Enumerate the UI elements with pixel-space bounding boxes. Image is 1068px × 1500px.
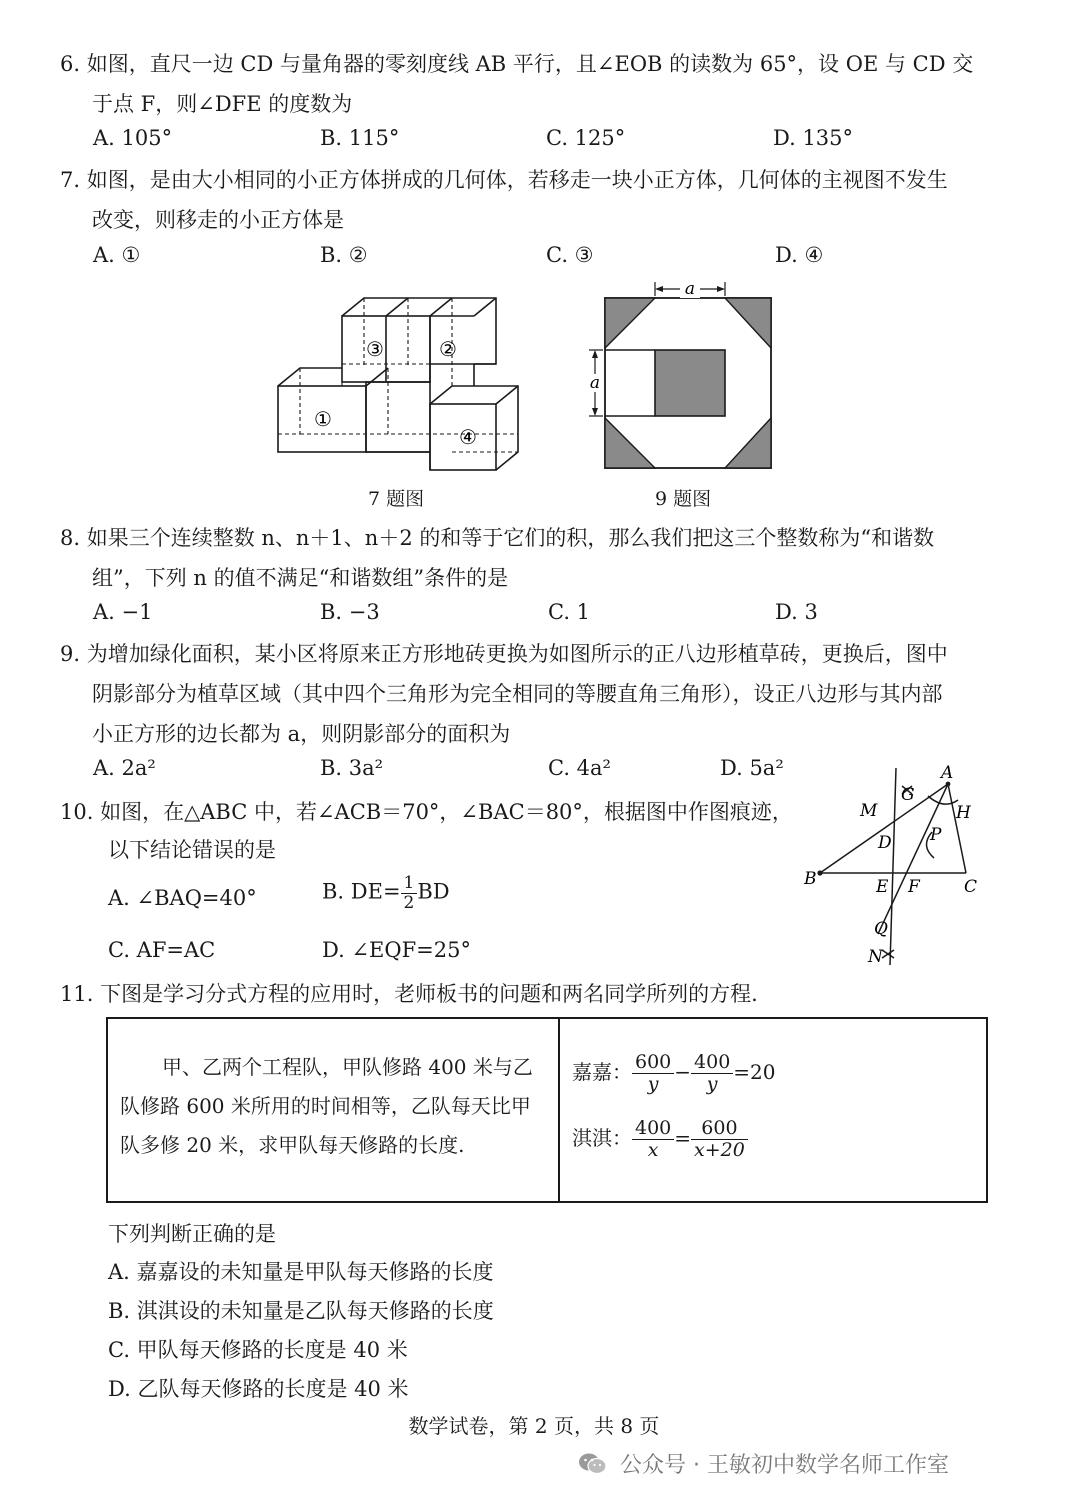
label-P: P [930, 825, 942, 845]
label-F: F [908, 877, 920, 897]
q9-line2: 阴影部分为植草区域（其中四个三角形为完全相同的等腰直角三角形），设正八边形与其内部 [92, 682, 943, 706]
cube-label-2: ② [439, 337, 457, 361]
q11-problem: 甲、乙两个工程队，甲队修路 400 米与乙队修路 600 米所用的时间相等，乙队每天比甲队多修 20 米，求甲队每天修路的长度. [120, 1055, 533, 1157]
q9-line1: 9. 为增加绿化面积，某小区将原来正方形地砖更换为如图所示的正八边形植草砖，更换后，图中 [60, 642, 948, 666]
q7-option-d: D. ④ [775, 243, 824, 267]
q9-option-d: D. 5a² [720, 756, 784, 780]
label-G: G [901, 785, 915, 805]
label-M: M [860, 801, 878, 821]
jiajia-rhs: =20 [733, 1059, 776, 1084]
q8-line2: 组”，下列 n 的值不满足“和谐数组”条件的是 [92, 566, 509, 590]
q6-option-c: C. 125° [546, 126, 626, 150]
q10-option-b [322, 874, 450, 912]
q10-line2: 以下结论错误的是 [108, 838, 276, 862]
jiajia-d2: y [706, 1072, 718, 1095]
label-H: H [956, 803, 971, 823]
qiqi-d2: x+20 [694, 1138, 745, 1161]
q11-question: 下列判断正确的是 [108, 1222, 276, 1246]
q7-option-c: C. ③ [546, 243, 594, 267]
label-E: E [876, 877, 889, 897]
figure-7-caption: 7 题图 [368, 488, 425, 510]
watermark [578, 1448, 949, 1479]
q10-fraction [401, 874, 418, 912]
q6-line1: 6. 如图，直尺一边 CD 与量角器的零刻度线 AB 平行，且∠EOB 的读数为 65°，设 OE 与 CD 交 [60, 52, 974, 76]
jiajia-n2: 400 [691, 1052, 733, 1074]
q9-option-a: A. 2a² [93, 756, 156, 780]
figure-9-caption: 9 题图 [655, 488, 712, 510]
q11-option-d: D. 乙队每天修路的长度是 40 米 [108, 1377, 409, 1401]
q11-option-b: B. 淇淇设的未知量是乙队每天修路的长度 [108, 1299, 494, 1323]
q11-jiajia-equation [572, 1052, 776, 1095]
label-Q: Q [874, 919, 888, 939]
cube-label-1: ① [314, 407, 332, 431]
q6-line2: 于点 F，则∠DFE 的度数为 [92, 92, 353, 116]
q10-option-c: C. AF=AC [108, 938, 216, 962]
q6-option-a: A. 105° [93, 126, 173, 150]
q10-option-b-suffix: BD [417, 879, 450, 904]
fig9-left-a: a [589, 373, 601, 393]
jiajia-d1: y [647, 1072, 659, 1095]
qiqi-n1: 400 [632, 1118, 674, 1140]
jiajia-frac-2 [691, 1052, 733, 1095]
q7-line2: 改变，则移走的小正方体是 [92, 208, 344, 232]
qiqi-d1: x [647, 1138, 659, 1161]
page-footer: 数学试卷，第 2 页，共 8 页 [408, 1414, 660, 1438]
jiajia-name: 嘉嘉： [572, 1059, 632, 1084]
q11-board-divider [558, 1017, 560, 1203]
q8-option-d: D. 3 [775, 600, 818, 624]
q11-option-c: C. 甲队每天修路的长度是 40 米 [108, 1338, 408, 1362]
q11-problem-text [120, 1048, 545, 1165]
figure-10-triangle [798, 760, 998, 972]
q7-option-b: B. ② [320, 243, 368, 267]
q10-fraction-num: 1 [401, 874, 418, 894]
q10-option-d: D. ∠EQF=25° [322, 938, 471, 962]
cube-label-4: ④ [459, 425, 477, 449]
q9-option-b: B. 3a² [320, 756, 384, 780]
jiajia-n1: 600 [632, 1052, 674, 1074]
q8-option-c: C. 1 [548, 600, 591, 624]
qiqi-frac-2 [691, 1118, 748, 1161]
q10-option-b-prefix: B. DE= [322, 879, 401, 904]
q9-line3: 小正方形的边长都为 a，则阴影部分的面积为 [92, 722, 511, 746]
figure-9-octagon [583, 278, 775, 473]
q8-line1: 8. 如果三个连续整数 n、n＋1、n＋2 的和等于它们的积，那么我们把这三个整数称为“和谐数 [60, 526, 935, 550]
qiqi-n2: 600 [691, 1118, 748, 1140]
q10-fraction-den: 2 [403, 892, 415, 913]
q6-option-b: B. 115° [320, 126, 400, 150]
q11-intro: 11. 下图是学习分式方程的应用时，老师板书的问题和两名同学所列的方程. [60, 982, 758, 1006]
watermark-text: 公众号 · 王敏初中数学名师工作室 [620, 1453, 949, 1478]
label-D: D [878, 833, 892, 853]
q11-qiqi-equation [572, 1118, 748, 1161]
q10-line1: 10. 如图，在△ABC 中，若∠ACB＝70°，∠BAC＝80°，根据图中作图痕迹， [60, 800, 793, 824]
q8-option-a: A. −1 [93, 600, 153, 624]
q7-option-a: A. ① [93, 243, 141, 267]
qiqi-op: = [674, 1125, 692, 1150]
cube-label-3: ③ [366, 337, 384, 361]
q7-line1: 7. 如图，是由大小相同的小正方体拼成的几何体，若移走一块小正方体，几何体的主视图不发生 [60, 168, 948, 192]
q11-option-a: A. 嘉嘉设的未知量是甲队每天修路的长度 [108, 1260, 494, 1284]
q6-option-d: D. 135° [773, 126, 854, 150]
q10-option-a: A. ∠BAQ=40° [108, 886, 257, 910]
fig9-top-a: a [684, 279, 696, 299]
wechat-icon [578, 1451, 608, 1477]
label-A: A [941, 763, 954, 783]
label-C: C [964, 877, 978, 897]
label-B: B [804, 869, 817, 889]
qiqi-name: 淇淇： [572, 1125, 632, 1150]
qiqi-frac-1 [632, 1118, 674, 1161]
figure-7-cubes [270, 290, 530, 480]
jiajia-op: − [674, 1059, 692, 1084]
q8-option-b: B. −3 [320, 600, 380, 624]
jiajia-frac-1 [632, 1052, 674, 1095]
label-N: N [868, 947, 883, 967]
q9-option-c: C. 4a² [548, 756, 611, 780]
